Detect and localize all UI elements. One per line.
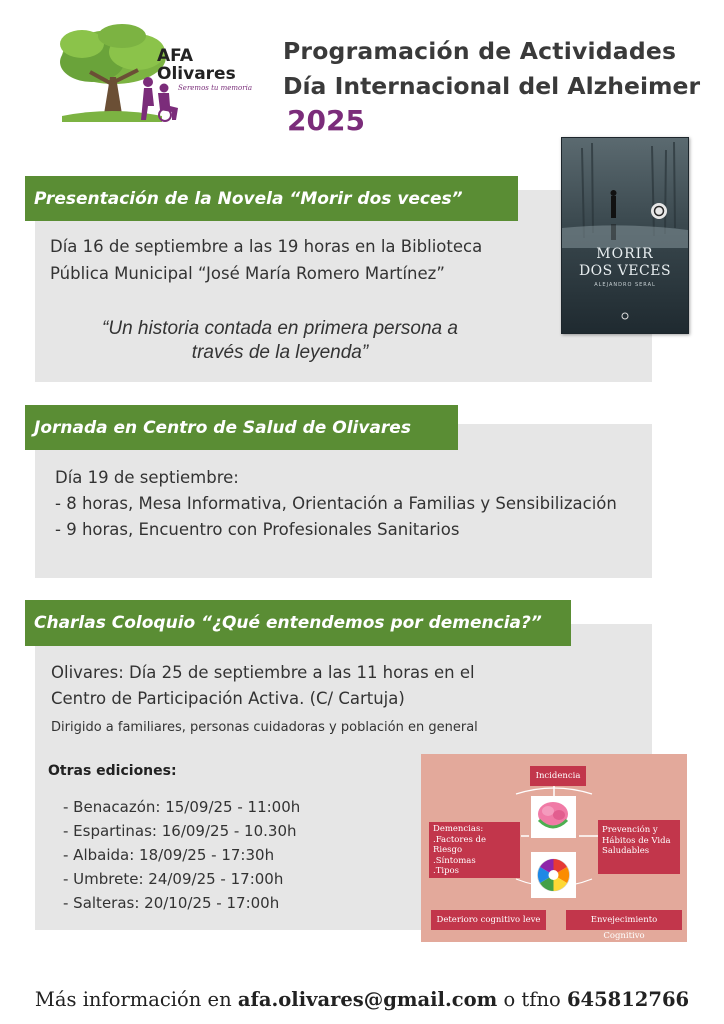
section2-line1: Día 19 de septiembre: (55, 468, 239, 487)
section3-line2: Centro de Participación Activa. (C/ Cartuja) (51, 689, 405, 708)
logo-text-afa: AFA (157, 46, 193, 66)
label-incidencia: Incidencia (530, 766, 586, 786)
edition-item: - Albaida: 18/09/25 - 17:30h (63, 846, 275, 864)
brain-icon (538, 802, 568, 827)
page-title-year: 2025 (287, 104, 365, 137)
section1-line2: Pública Municipal “José María Romero Martínez” (50, 264, 445, 283)
label-deterioro: Deterioro cognitivo leve (431, 910, 546, 930)
editions-list (63, 795, 300, 915)
label-envejecimiento: Envejecimiento Cognitivo (566, 910, 682, 930)
section3-audience: Dirigido a familiares, personas cuidadoras y población en general (51, 720, 478, 735)
section1-quote-line2: través de la leyenda” (191, 342, 369, 363)
footer-email[interactable]: afa.olivares@gmail.com (237, 988, 498, 1011)
section1-heading: Presentación de la Novela “Morir dos veces” (25, 176, 518, 221)
section3-heading: Charlas Coloquio “¿Qué entendemos por demencia?” (25, 600, 571, 646)
footer-phone[interactable]: 645812766 (566, 988, 690, 1011)
dementia-topics-diagram (421, 754, 687, 942)
label-prevencion: Prevención y Hábitos de Vida Saludables (598, 820, 680, 874)
page-title-line1: Programación de Actividades (283, 37, 677, 65)
logo-text-olivares: Olivares (157, 64, 236, 84)
tree-icon (60, 24, 166, 122)
edition-item: - Salteras: 20/10/25 - 17:00h (63, 894, 280, 912)
book-title-line1: MORIR (596, 246, 654, 262)
footer-prefix: Más información en (34, 988, 238, 1011)
section2-line2: - 8 horas, Mesa Informativa, Orientación a Familias y Sensibilización (55, 494, 617, 513)
label-demencias: Demencias: .Factores de Riesgo .Síntomas .Tipos (429, 822, 520, 878)
logo-tagline: Seremos tu memoria (178, 84, 253, 92)
footer-middle: o tfno (497, 988, 567, 1011)
book-cover-image (561, 137, 689, 334)
edition-item: - Benacazón: 15/09/25 - 11:00h (63, 798, 301, 816)
section3-line1: Olivares: Día 25 de septiembre a las 11 horas en el (51, 663, 475, 682)
book-cover-art (562, 138, 688, 333)
section1-quote-line1: “Un historia contada en primera persona a (102, 318, 458, 339)
edition-item: - Espartinas: 16/09/25 - 10.30h (63, 822, 297, 840)
edition-item: - Umbrete: 24/09/25 - 17:00h (63, 870, 284, 888)
section2-heading: Jornada en Centro de Salud de Olivares (25, 405, 458, 450)
other-editions-title: Otras ediciones: (48, 763, 177, 779)
book-title-line2: DOS VECES (578, 263, 672, 279)
book-author: ALEJANDRO SERAL (594, 282, 656, 288)
page-title-line2: Día Internacional del Alzheimer (283, 72, 701, 100)
color-wheel-icon (538, 859, 570, 891)
section1-line1: Día 16 de septiembre a las 19 horas en la Biblioteca (50, 237, 483, 256)
footer-contact (0, 988, 724, 1011)
section2-line3: - 9 horas, Encuentro con Profesionales Sanitarios (55, 520, 460, 539)
